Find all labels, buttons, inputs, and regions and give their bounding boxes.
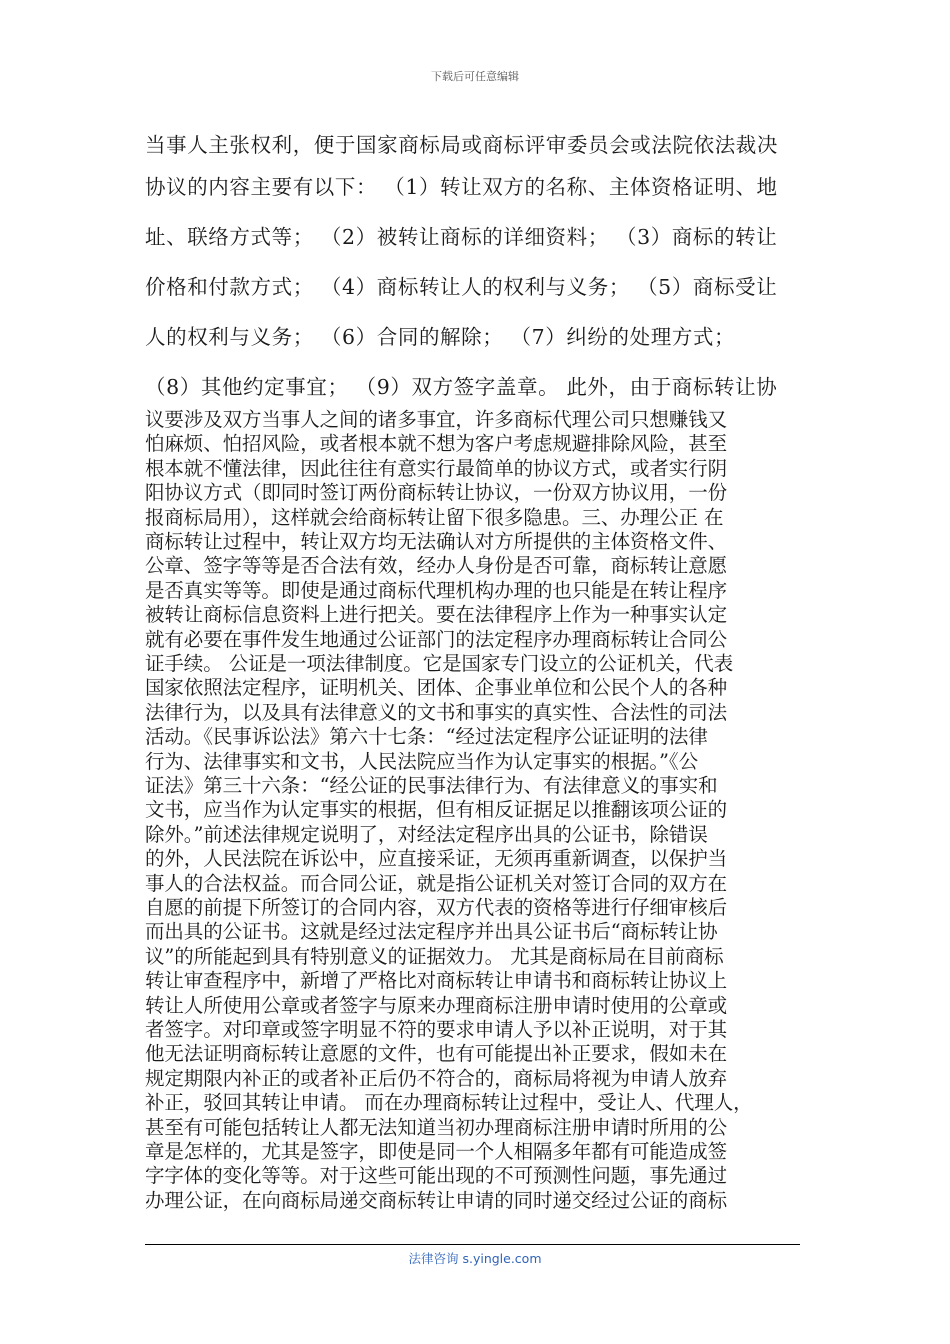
text-line: 证手续。 公证是一项法律制度。它是国家专门设立的公证机关，代表	[145, 652, 734, 675]
text-line: 是否真实等等。即使是通过商标代理机构办理的也只能是在转让程序	[145, 578, 728, 602]
text-line: 价格和付款方式； （4）商标转让人的权利与义务； （5）商标受让	[145, 275, 778, 299]
text-line: 公章、签字等等是否合法有效，经办人身份是否可靠，商标转让意愿	[145, 554, 728, 578]
text-line: 当事人主张权利，便于国家商标局或商标评审委员会或法院依法裁决	[145, 133, 778, 157]
text-line: 活动。《民事诉讼法》第六十七条：“经过法定程序公证证明的法律	[145, 725, 708, 749]
text-line: 者签字。对印章或签字明显不符的要求申请人予以补正说明，对于其	[145, 1018, 728, 1041]
text-line: 怕麻烦、怕招风险，或者根本就不想为客户考虑规避排除风险，甚至	[145, 432, 728, 456]
text-line: 被转让商标信息资料上进行把关。要在法律程序上作为一种事实认定	[145, 603, 728, 627]
text-line: （8）其他约定事宜； （9）双方签字盖章。 此外，由于商标转让协	[145, 375, 778, 399]
text-line: 行为、法律事实和文书，人民法院应当作为认定事实的根据。”《公	[145, 749, 698, 773]
text-line: 转让审查程序中，新增了严格比对商标转让申请书和商标转让协议上	[145, 969, 728, 993]
text-line: 人的权利与义务； （6）合同的解除； （7）纠纷的处理方式；	[145, 325, 736, 349]
text-line: 自愿的前提下所签订的合同内容，双方代表的资格等进行仔细审核后	[145, 896, 728, 919]
footer-link[interactable]: 法律咨询 s.yingle.com	[408, 1251, 542, 1266]
text-line: 根本就不懂法律，因此往往有意实行最简单的协议方式，或者实行阴	[145, 456, 728, 480]
text-line: 法律行为，以及具有法律意义的文书和事实的真实性、合法性的司法	[145, 700, 728, 724]
text-line: 议要涉及双方当事人之间的诸多事宜，许多商标代理公司只想赚钱又	[145, 408, 728, 431]
header-note: 下载后可任意编辑	[431, 70, 519, 83]
text-line: 证法》第三十六条：“经公证的民事法律行为、有法律意义的事实和	[145, 774, 718, 797]
text-line: 规定期限内补正的或者补正后仍不符合的，商标局将视为申请人放弃	[145, 1066, 728, 1090]
text-line: 国家依照法定程序，证明机关、团体、企事业单位和公民个人的各种	[145, 676, 728, 700]
text-line: 议”的所能起到具有特别意义的证据效力。 尤其是商标局在目前商标	[145, 944, 724, 968]
text-line: 字字体的变化等等。对于这些可能出现的不可预测性问题，事先通过	[145, 1164, 728, 1188]
text-line: 办理公证，在向商标局递交商标转让申请的同时递交经过公证的商标	[145, 1188, 728, 1212]
text-line: 转让人所使用公章或者签字与原来办理商标注册申请时使用的公章或	[145, 993, 728, 1017]
text-line: 报商标局用），这样就会给商标转让留下很多隐患。三、办理公正 在	[145, 505, 724, 529]
text-line: 事人的合法权益。而合同公证，就是指公证机关对签订合同的双方在	[145, 871, 728, 895]
text-line: 址、联络方式等； （2）被转让商标的详细资料； （3）商标的转让	[145, 225, 778, 249]
text-line: 商标转让过程中，转让双方均无法确认对方所提供的主体资格文件、	[145, 530, 728, 553]
text-line: 阳协议方式（即同时签订两份商标转让协议，一份双方协议用，一份	[145, 481, 728, 505]
text-line: 除外。”前述法律规定说明了，对经法定程序出具的公证书，除错误	[145, 822, 708, 846]
text-line: 章是怎样的，尤其是签字，即使是同一个人相隔多年都有可能造成签	[145, 1140, 728, 1163]
text-line: 补正，驳回其转让申请。 而在办理商标转让过程中，受让人、代理人，	[145, 1091, 753, 1115]
text-line: 而出具的公证书。这就是经过法定程序并出具公证书后“商标转让协	[145, 920, 718, 944]
text-line: 就有必要在事件发生地通过公证部门的法定程序办理商标转让合同公	[145, 627, 728, 651]
text-line: 甚至有可能包括转让人都无法知道当初办理商标注册申请时所用的公	[145, 1115, 728, 1139]
footer-divider	[145, 1244, 800, 1245]
text-line: 文书，应当作为认定事实的根据，但有相反证据足以推翻该项公证的	[145, 798, 728, 822]
text-line: 的外，人民法院在诉讼中，应直接采证，无须再重新调查，以保护当	[145, 847, 728, 871]
text-line: 他无法证明商标转让意愿的文件，也有可能提出补正要求，假如未在	[145, 1042, 728, 1066]
text-line: 协议的内容主要有以下： （1）转让双方的名称、主体资格证明、地	[145, 175, 778, 199]
